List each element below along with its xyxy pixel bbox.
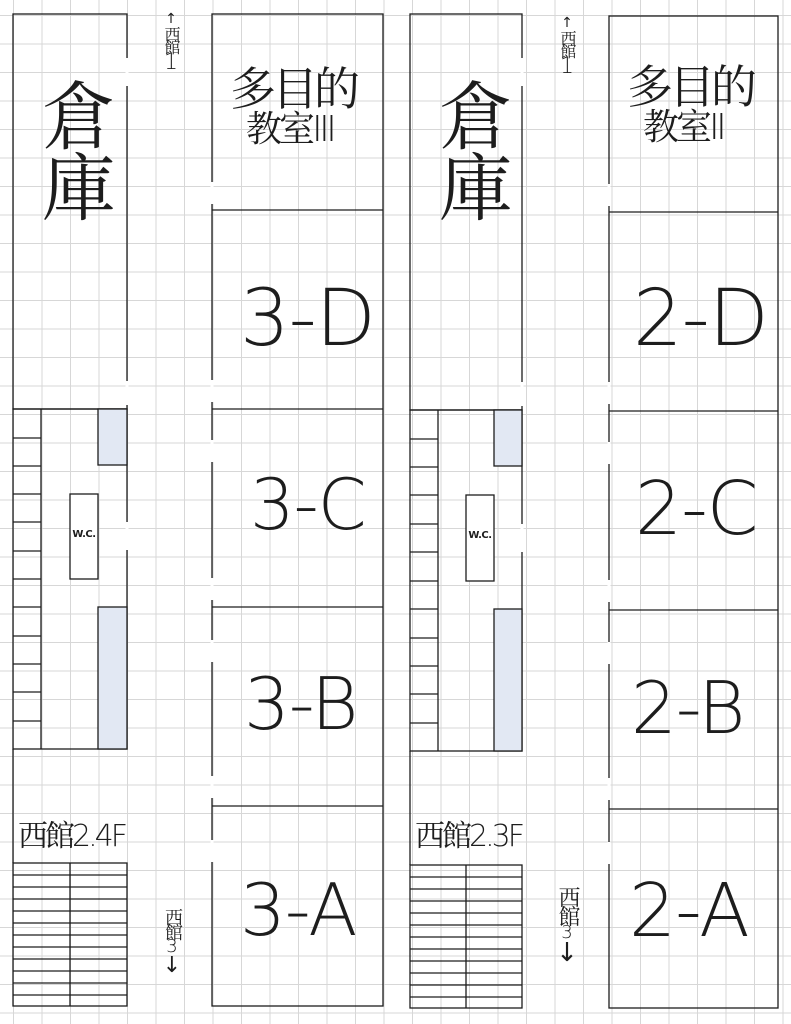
toilet-stalls — [410, 439, 438, 723]
sink-area-upper — [494, 410, 522, 466]
storage-label: 倉庫 — [30, 78, 116, 220]
room-3c: 3-C — [250, 464, 366, 546]
exit-top-number: 1 — [560, 54, 574, 79]
room-multipurpose-line2: 教室Ⅲ — [246, 109, 334, 150]
floor-label: 西館2.3F — [415, 819, 522, 854]
room-multipurpose-line1: 多目的 — [627, 60, 753, 114]
exit-bottom-number: 3 — [561, 922, 573, 943]
arrow-up-icon: ↑ — [165, 11, 177, 27]
sink-area-lower — [494, 609, 522, 751]
exit-top-number: 1 — [164, 50, 178, 75]
exit-top-sign — [161, 12, 181, 74]
exit-top-sign — [557, 16, 577, 78]
room-2a: 2-A — [629, 868, 749, 954]
floor-plan-3f — [397, 0, 791, 1024]
arrow-down-icon: ↓ — [556, 938, 578, 968]
wc-label: W.C. — [72, 529, 96, 540]
sink-area-lower — [98, 607, 127, 749]
floor-label: 西館2.4F — [18, 819, 125, 854]
exit-bottom-sign — [160, 908, 184, 976]
room-3b: 3-B — [244, 662, 358, 746]
toilet-stalls — [13, 438, 41, 721]
exit-bottom-sign — [554, 886, 580, 968]
room-2d: 2-D — [633, 274, 768, 364]
room-2b: 2-B — [631, 666, 745, 750]
wc-label: W.C. — [468, 530, 492, 541]
room-3d: 3-D — [240, 274, 375, 364]
exit-bottom-number: 3 — [166, 936, 178, 957]
room-multipurpose-line2: 教室Ⅱ — [643, 107, 724, 148]
room-3a: 3-A — [240, 868, 357, 952]
exit-bottom-label: 西館 — [162, 908, 183, 938]
room-multipurpose-line1: 多目的 — [230, 62, 356, 116]
sink-area-upper — [98, 409, 127, 465]
arrow-up-icon: ↑ — [561, 15, 573, 31]
exit-top-label: 西館 — [162, 26, 181, 52]
room-2c: 2-C — [635, 466, 758, 552]
exit-bottom-label: 西館 — [555, 886, 580, 924]
storage-label: 倉庫 — [427, 78, 513, 220]
arrow-down-icon: ↓ — [162, 953, 182, 978]
exit-top-label: 西館 — [558, 30, 577, 56]
